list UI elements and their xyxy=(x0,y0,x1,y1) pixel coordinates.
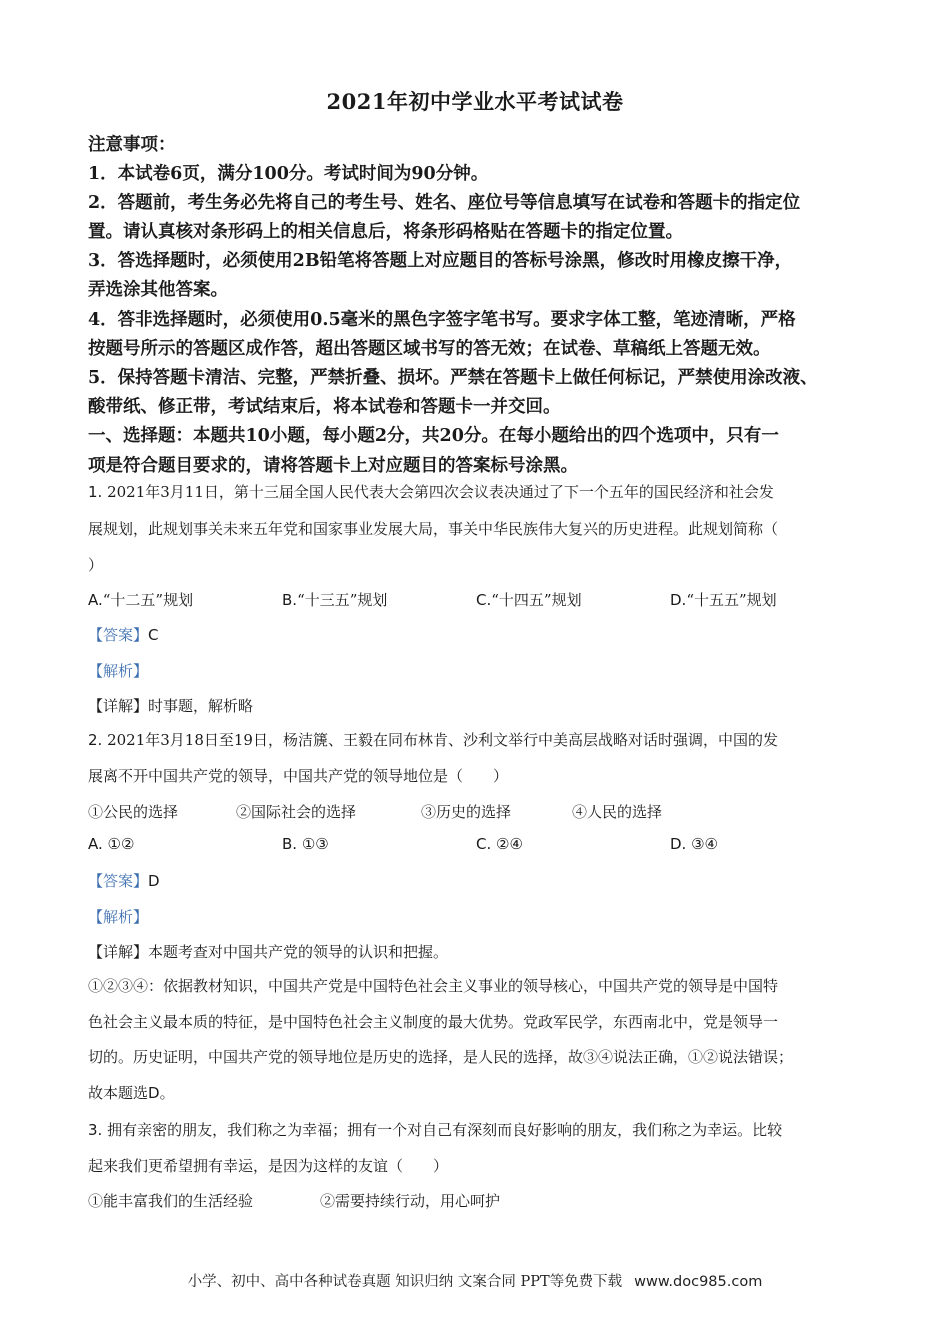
option-b: B. ①③ xyxy=(282,835,329,853)
question-number: 1. xyxy=(88,483,103,501)
notice-line: 酸带纸、修正带，考试结束后，将本试卷和答题卡一并交回。 xyxy=(88,397,561,417)
answer-label: 【答案】 xyxy=(88,872,149,890)
question-3-line: 起来我们更希望拥有幸运，是因为这样的友谊（ ） xyxy=(88,1157,449,1175)
section-heading: 一、选择题：本题共10小题，每小题2分，共20分。在每小题给出的四个选项中，只有一 xyxy=(88,426,779,446)
answer-row xyxy=(88,870,160,891)
explanation-line: 切的。历史证明，中国共产党的领导地位是历史的选择，是人民的选择，故③④说法正确，①②说法错误； xyxy=(88,1048,794,1066)
question-number: 3. xyxy=(88,1121,103,1139)
detail-row: 【详解】时事题，解析略 xyxy=(88,697,254,715)
explanation-line: ①②③④：依据教材知识，中国共产党是中国特色社会主义事业的领导核心，中国共产党的领导是中国特 xyxy=(88,977,779,995)
statement-item: ③历史的选择 xyxy=(421,803,512,821)
question-2-line: 展离不开中国共产党的领导，中国共产党的领导地位是（ ） xyxy=(88,767,509,785)
footer-link[interactable]: www.doc985.com xyxy=(634,1274,763,1290)
option-c: C.“十四五”规划 xyxy=(476,591,582,609)
analysis-label: 【解析】 xyxy=(88,908,149,926)
statement-item: ①公民的选择 xyxy=(88,803,179,821)
answer-label: 【答案】 xyxy=(88,626,149,644)
option-d: D. ③④ xyxy=(670,835,719,853)
section-heading: 项是符合题目要求的，请将答题卡上对应题目的答案标号涂黑。 xyxy=(88,456,578,476)
statement-item: ①能丰富我们的生活经验 xyxy=(88,1192,254,1210)
option-d: D.“十五五”规划 xyxy=(670,591,777,609)
answer-value: D xyxy=(148,872,160,890)
option-a: A.“十二五”规划 xyxy=(88,591,194,609)
statement-item: ④人民的选择 xyxy=(572,803,663,821)
notice-line: 按题号所示的答题区成作答，超出答题区域书写的答无效；在试卷、草稿纸上答题无效。 xyxy=(88,339,771,359)
question-1-line: ） xyxy=(88,556,104,574)
option-b: B.“十三五”规划 xyxy=(282,591,388,609)
statement-item: ②国际社会的选择 xyxy=(236,803,357,821)
question-1-line: 展规划，此规划事关未来五年党和国家事业发展大局，事关中华民族伟大复兴的历史进程。此规划简称（ xyxy=(88,520,779,538)
page-title: 2021年初中学业水平考试试卷 xyxy=(326,89,624,114)
question-text: 2021年3月18日至19日，杨洁篪、王毅在同布林肯、沙利文举行中美高层战略对话时强调，中国的发 xyxy=(102,731,778,749)
question-number: 2. xyxy=(88,731,103,749)
notice-line: 置。请认真核对条形码上的相关信息后，将条形码格贴在答题卡的指定位置。 xyxy=(88,222,683,242)
notice-line: 4．答非选择题时，必须使用0.5毫米的黑色字签字笔书写。要求字体工整，笔迹清晰，严格 xyxy=(88,310,796,330)
question-3-line xyxy=(88,1119,782,1140)
notice-heading: 注意事项： xyxy=(88,135,176,155)
option-a: A. ①② xyxy=(88,835,135,853)
question-text: 拥有亲密的朋友，我们称之为幸福；拥有一个对自己有深刻而良好影响的朋友，我们称之为幸运。比较 xyxy=(102,1121,783,1139)
statement-item: ②需要持续行动，用心呵护 xyxy=(320,1192,501,1210)
detail-row: 【详解】本题考查对中国共产党的领导的认识和把握。 xyxy=(88,943,449,961)
question-1-line xyxy=(88,481,774,502)
question-text: 2021年3月11日，第十三届全国人民代表大会第四次会议表决通过了下一个五年的国民经济和社会发 xyxy=(102,483,774,501)
answer-value: C xyxy=(148,626,159,644)
analysis-label: 【解析】 xyxy=(88,662,149,680)
page-footer xyxy=(0,1270,950,1291)
answer-row xyxy=(88,624,159,645)
notice-line: 3．答选择题时，必须使用2B铅笔将答题上对应题目的答标号涂黑，修改时用橡皮擦干净， xyxy=(88,251,793,271)
explanation-line: 色社会主义最本质的特征，是中国特色社会主义制度的最大优势。党政军民学，东西南北中，党是领导一 xyxy=(88,1013,779,1031)
explanation-line: 故本题选D。 xyxy=(88,1084,175,1102)
notice-line: 2．答题前，考生务必先将自己的考生号、姓名、座位号等信息填写在试卷和答题卡的指定位 xyxy=(88,193,801,213)
question-2-line xyxy=(88,729,778,750)
option-c: C. ②④ xyxy=(476,835,523,853)
notice-line: 5．保持答题卡清洁、完整，严禁折叠、损坏。严禁在答题卡上做任何标记，严禁使用涂改液、 xyxy=(88,368,818,388)
notice-line: 1．本试卷6页，满分100分。考试时间为90分钟。 xyxy=(88,164,489,184)
footer-text: 小学、初中、高中各种试卷真题 知识归纳 文案合同 PPT等免费下载 xyxy=(187,1274,623,1290)
notice-line: 弄选涂其他答案。 xyxy=(88,280,228,300)
